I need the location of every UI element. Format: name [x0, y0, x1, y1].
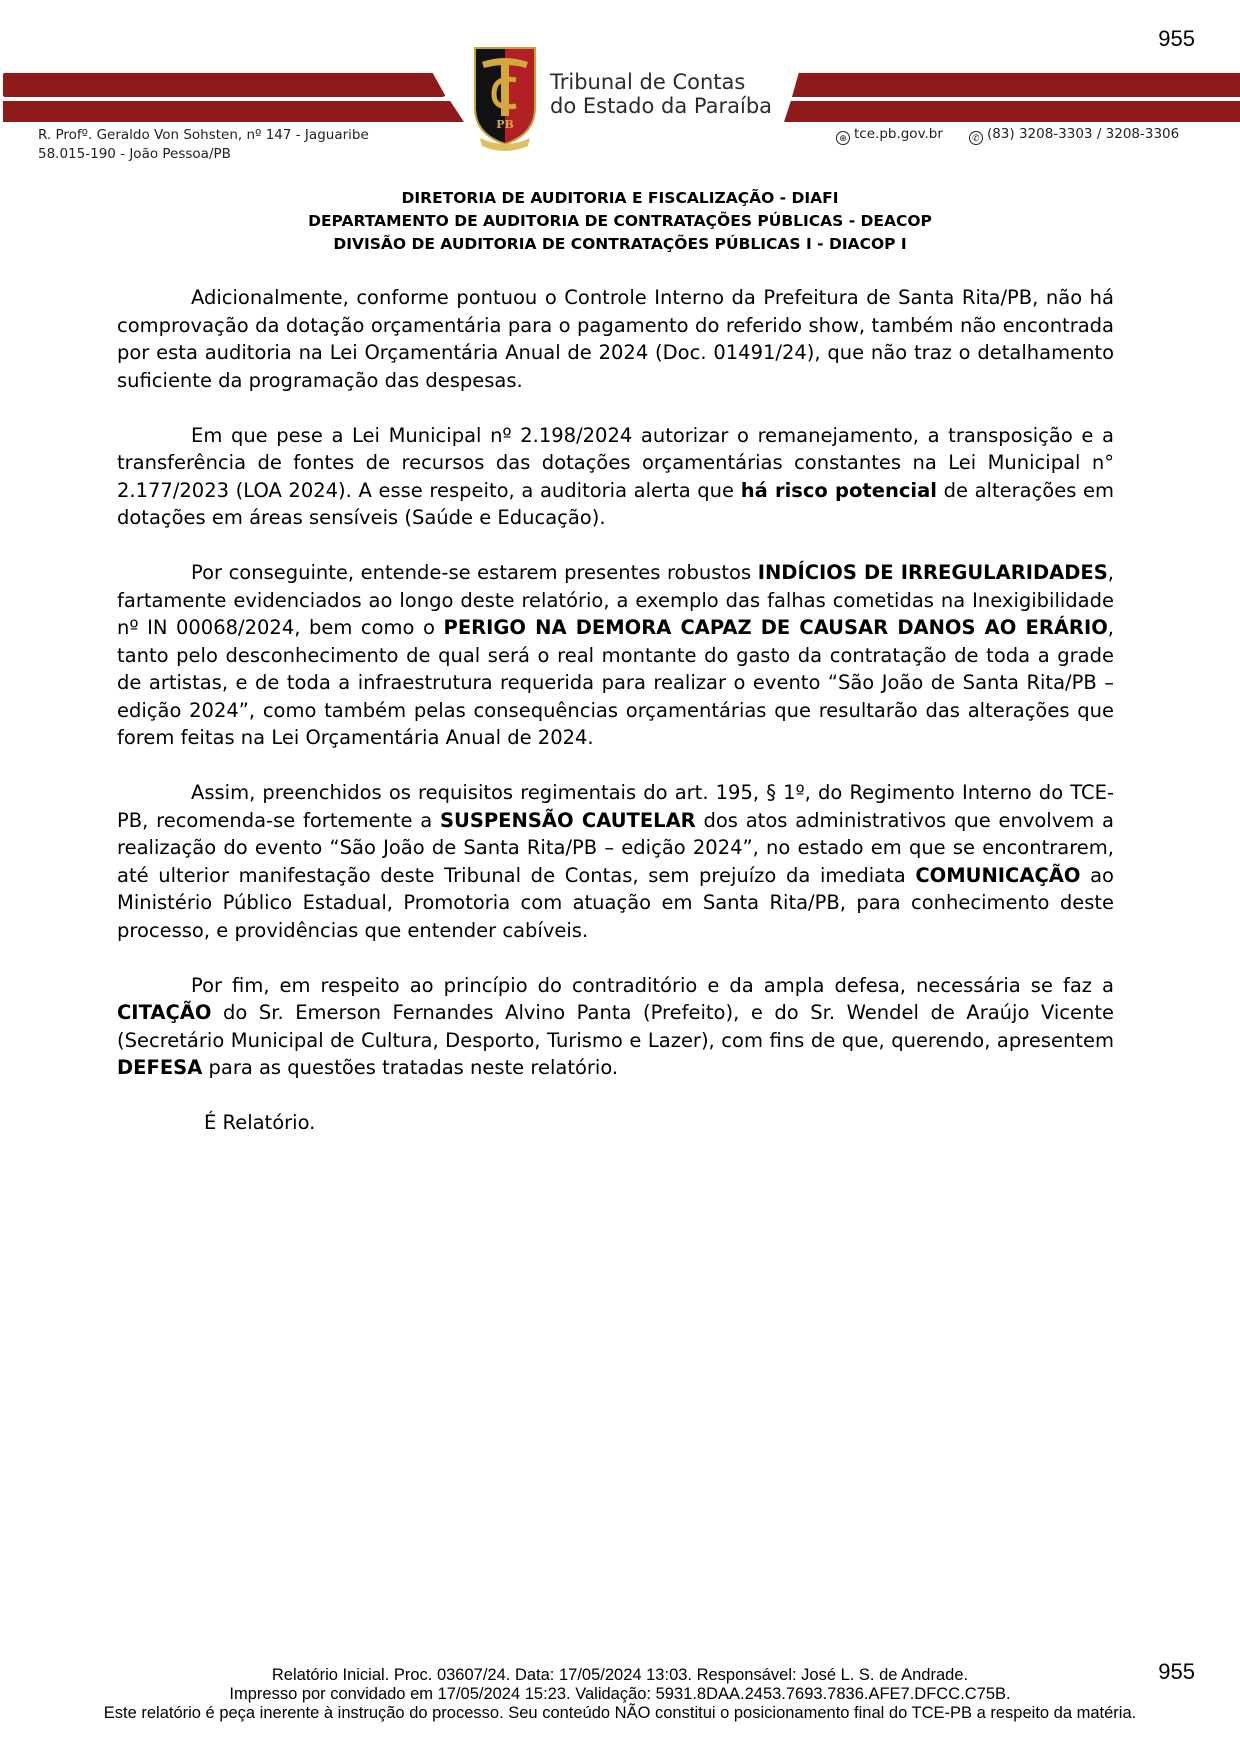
p4-text-a: Assim, preenchidos os requisitos regimentais do art. 195, § 1º, do Regimento Interno do TCE-PB, recomenda-se fortemente a — [117, 781, 1114, 832]
paragraph-3 — [117, 559, 1114, 752]
p4-emphasis-1: SUSPENSÃO CAUTELAR — [439, 808, 696, 832]
department-heading — [0, 187, 1240, 256]
website-contact — [836, 126, 943, 145]
p2-text-a: Em que pese a Lei Municipal nº 2.198/2024 autorizar o remanejamento, a transposição e a transferência de fontes de recursos das dotações orçamentárias constantes na Lei Municipal n° 2.177/2023 (LOA 2024). A esse respeito, a auditoria alerta que — [117, 423, 1114, 502]
header-band-left-top — [3, 73, 446, 97]
org-name-line2: do Estado da Paraíba — [550, 94, 773, 118]
address-line1: R. Profº. Geraldo Von Sohsten, nº 147 - Jaguaribe — [38, 127, 369, 143]
p3-text-a: Por conseguinte, entende-se estarem presentes robustos — [191, 561, 758, 584]
footer-line3: Este relatório é peça inerente à instrução do processo. Seu conteúdo NÃO constitui o posicionamento final do TCE-PB a respeito da matéria. — [103, 1704, 1137, 1722]
paragraph-5 — [117, 972, 1114, 1082]
tce-logo — [472, 46, 538, 156]
p4-emphasis-2: COMUNICAÇÃO — [915, 863, 1081, 887]
p5-emphasis-2: DEFESA — [117, 1056, 203, 1079]
p5-text-e: para as questões tratadas neste relatório. — [202, 1056, 619, 1079]
address-line2: 58.015-190 - João Pessoa/PB — [38, 146, 231, 162]
p5-emphasis-1: CITAÇÃO — [117, 1001, 212, 1024]
globe-icon: ⊕ — [836, 131, 850, 145]
svg-text:PB: PB — [496, 118, 514, 131]
report-body — [117, 284, 1114, 1164]
header-band-right-bottom — [784, 101, 1240, 122]
footer-page-number: 955 — [1158, 1659, 1195, 1684]
footer-line1: Relatório Inicial. Proc. 03607/24. Data: 17/05/2024 13:03. Responsável: José L. S. de Andrade. — [271, 1666, 969, 1684]
contacts — [836, 126, 1179, 145]
org-name — [550, 70, 772, 118]
footer-line2: Impresso por convidado em 17/05/2024 15:23. Validação: 5931.8DAA.2453.7693.7836.AFE7.DFCC.C75B. — [229, 1685, 1011, 1703]
p4-text-e: ao Ministério Público Estadual, Promotoria com atuação em Santa Rita/PB, para conhecimento deste processo, e providências que entender cabíveis. — [117, 863, 1114, 942]
p3-text-e: , tanto pelo desconhecimento de qual será o real montante do gasto da contratação de toda a grade de artistas, e de toda a infraestrutura requerida para realizar o evento “São João de Santa Rita/PB – edição 2024”, como também pelas consequências orçamentárias que resultarão das alterações que forem feitas na Lei Orçamentária Anual de 2024. — [117, 616, 1114, 749]
phone-contact — [969, 126, 1179, 145]
p2-emphasis: há risco potencial — [740, 478, 937, 502]
p5-text-c: do Sr. Emerson Fernandes Alvino Panta (Prefeito), e do Sr. Wendel de Araújo Vicente (Secretário Municipal de Cultura, Desporto, Turismo e Lazer), com fins de que, querendo, apresentem — [117, 1001, 1114, 1052]
paragraph-2 — [117, 422, 1114, 532]
closing-line: É Relatório. — [204, 1111, 316, 1134]
page-number-top: 955 — [1158, 26, 1195, 51]
department-line3: DIVISÃO DE AUDITORIA DE CONTRATAÇÕES PÚBLICAS I - DIACOP I — [333, 235, 907, 253]
phone-number: (83) 3208-3303 / 3208-3306 — [986, 126, 1180, 142]
p3-text-c: , fartamente evidenciados ao longo deste relatório, a exemplo das falhas cometidas na Inexigibilidade nº IN 00068/2024, bem como o — [117, 561, 1114, 639]
p3-emphasis-1: INDÍCIOS DE IRREGULARIDADES — [757, 561, 1108, 584]
p5-text-a: Por fim, em respeito ao princípio do contraditório e da ampla defesa, necessária se faz a — [191, 973, 1114, 997]
header-band-right-top — [792, 73, 1240, 97]
p2-text-c: de alterações em dotações em áreas sensíveis (Saúde e Educação). — [117, 478, 1115, 529]
address — [38, 126, 369, 164]
org-name-line1: Tribunal de Contas — [550, 70, 746, 94]
paragraph-1: Adicionalmente, conforme pontuou o Controle Interno da Prefeitura de Santa Rita/PB, não há comprovação da dotação orçamentária para o pagamento do referido show, também não encontrada por esta auditoria na Lei Orçamentária Anual de 2024 (Doc. 01491/24), que não traz o detalhamento suficiente da programação das despesas. — [117, 286, 1114, 392]
footer — [0, 1659, 1240, 1723]
paragraph-4 — [117, 779, 1114, 944]
department-line2: DEPARTAMENTO DE AUDITORIA DE CONTRATAÇÕES PÚBLICAS - DEACOP — [308, 212, 932, 230]
whatsapp-phone-icon: ✆ — [969, 131, 983, 145]
website-link[interactable]: tce.pb.gov.br — [854, 126, 943, 142]
p4-text-c: dos atos administrativos que envolvem a realização do evento “São João de Santa Rita/PB – edição 2024”, no estado em que se encontrarem, até ulterior manifestação deste Tribunal de Contas, sem prejuízo da imediata — [117, 808, 1114, 887]
header-band-left-bottom — [3, 101, 464, 122]
p3-emphasis-2: PERIGO NA DEMORA CAPAZ DE CAUSAR DANOS AO ERÁRIO — [443, 616, 1108, 639]
department-line1: DIRETORIA DE AUDITORIA E FISCALIZAÇÃO - DIAFI — [401, 189, 839, 207]
